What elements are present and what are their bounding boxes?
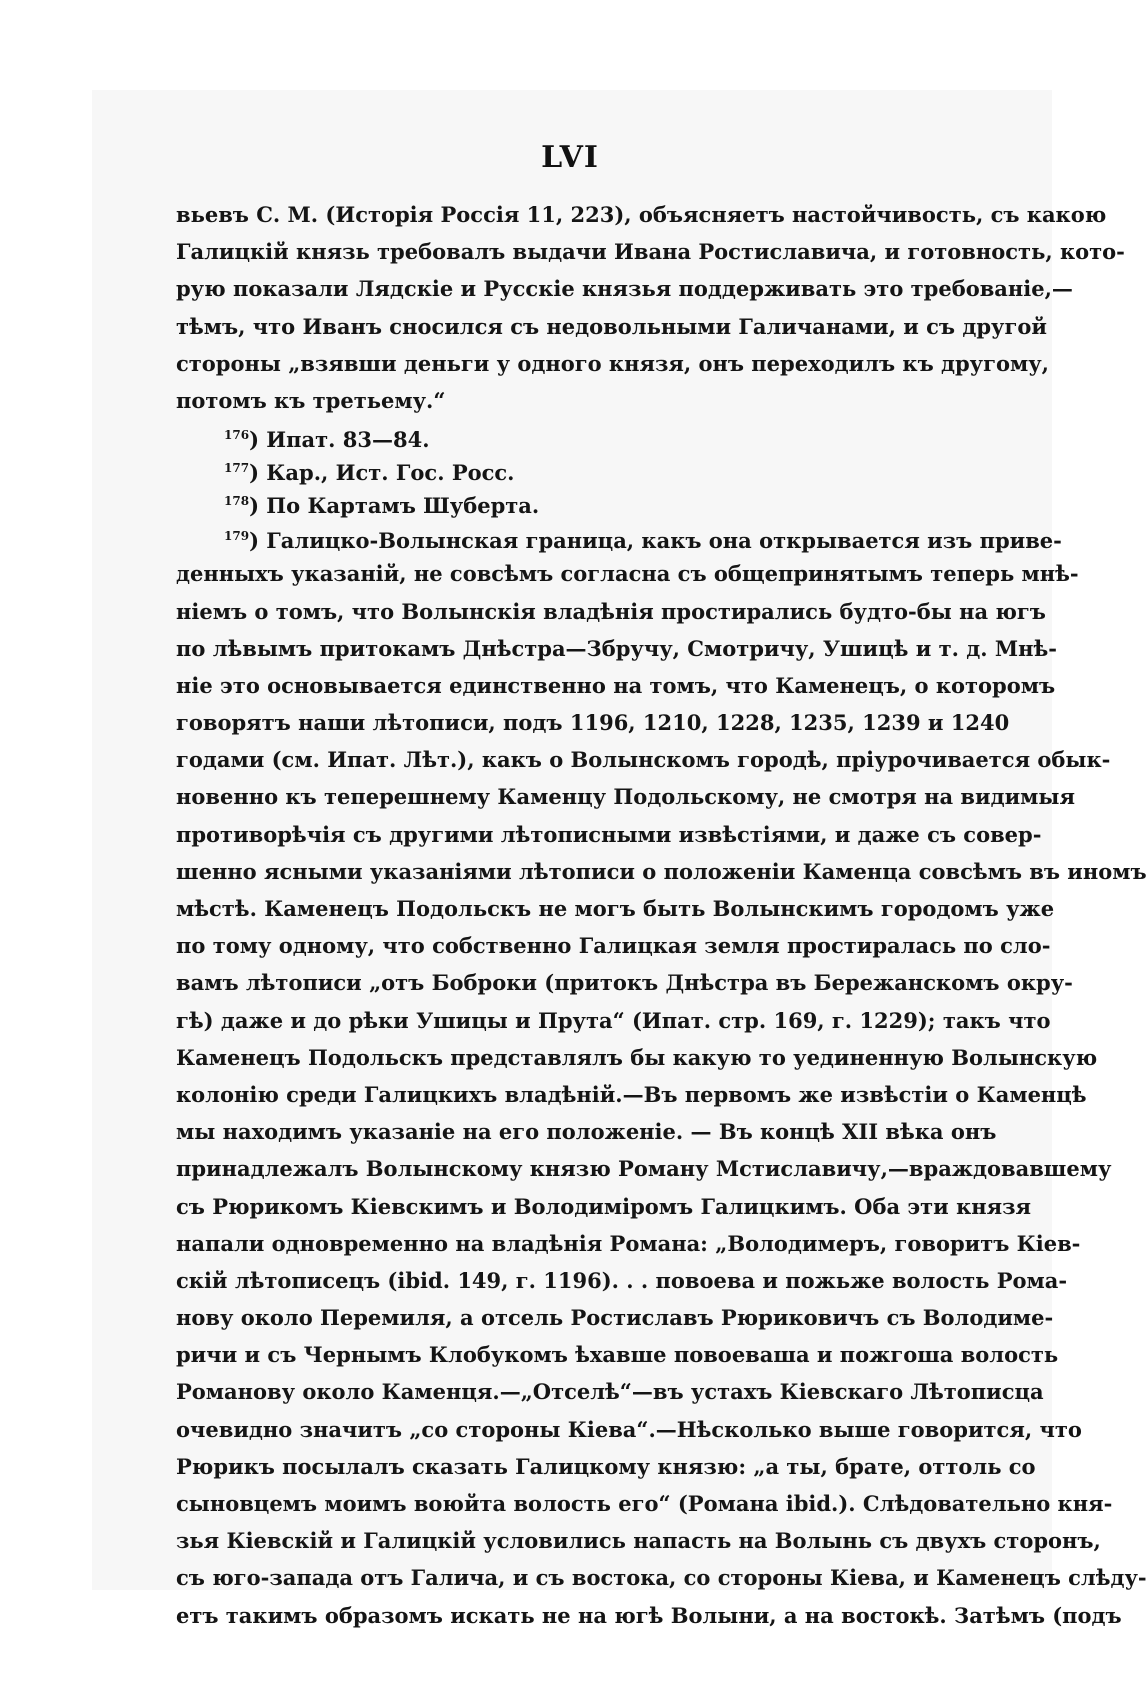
text-line: мы находимъ указаніе на его положеніе. — Въ концѣ XII вѣка онъ	[176, 1119, 997, 1145]
page-body	[176, 196, 1147, 1634]
footnote	[176, 485, 956, 518]
text-line: годами (см. Ипат. Лѣт.), какъ о Волынскомъ городѣ, пріурочивается обык-	[176, 747, 1111, 773]
footnote-marker: 177	[224, 461, 250, 476]
footnote	[176, 419, 956, 452]
text-line: мѣстѣ. Каменецъ Подольскъ не могъ быть Волынскимъ городомъ уже	[176, 896, 1055, 921]
text-line: скій лѣтописецъ (ibid. 149, г. 1196). . . повоева и пожьже волость Рома-	[176, 1267, 1068, 1293]
text-line: денныхъ указаній, не совсѣмъ согласна съ общепринятымъ теперь мнѣ-	[176, 561, 1079, 587]
text-line: нову около Перемиля, а отсель Ростиславъ Рюриковичъ съ Володиме-	[176, 1305, 1054, 1331]
footnote	[176, 452, 956, 485]
footnote-marker: 176	[224, 428, 250, 443]
text-line: вамъ лѣтописи „отъ Боброки (притокъ Днѣстра въ Бережанскомъ окру-	[176, 970, 1073, 996]
footnote-marker: 178	[224, 494, 250, 509]
page-number: LVI	[541, 140, 599, 175]
text-line: тѣмъ, что Иванъ сносился съ недовольными Галичанами, и съ другой	[176, 313, 1047, 339]
footnote-text: ) Кар., Ист. Гос. Росс.	[249, 460, 515, 486]
footnote-text: ) Ипат. 83—84.	[249, 427, 430, 453]
text-line: ніемъ о томъ, что Волынскія владѣнія простирались будто-бы на югъ	[176, 598, 1046, 624]
text-line: по лѣвымъ притокамъ Днѣстра—Збручу, Смотричу, Ушицѣ и т. д. Мнѣ-	[176, 635, 1057, 661]
text-line: гѣ) даже и до рѣки Ушицы и Прута“ (Ипат. стр. 169, г. 1229); такъ что	[176, 1007, 1051, 1033]
text-line: по тому одному, что собственно Галицкая земля простиралась по сло-	[176, 933, 1051, 959]
text-line: ніе это основывается единственно на томъ, что Каменецъ, о которомъ	[176, 672, 1056, 698]
text-line: ричи и съ Чернымъ Клобукомъ ѣхавше повоеваша и пожгоша волость	[176, 1342, 1059, 1368]
text-line: съ Рюрикомъ Кіевскимъ и Володиміромъ Галицкимъ. Оба эти князя	[176, 1193, 1032, 1219]
text-line: сыновцемъ моимъ воюйта волость его“ (Романа ibid.). Слѣдовательно кня-	[176, 1491, 1113, 1516]
text-line: съ юго-запада отъ Галича, и съ востока, со стороны Кіева, и Каменецъ слѣду-	[176, 1565, 1147, 1591]
text-line: $^{179}$) Галицко-Волынская граница, какъ она открывается изъ приве-	[224, 528, 1062, 554]
text-line: потомъ къ третьему.“	[176, 387, 446, 413]
text-line: рую показали Лядскіе и Русскіе князья поддерживать это требованіе,—	[176, 276, 1073, 302]
footnote-marker: 179	[224, 529, 250, 544]
text-line: стороны „взявши деньги у одного князя, онъ переходилъ къ другому,	[176, 350, 1049, 376]
text-line: Рюрикъ посылалъ сказать Галицкому князю: „а ты, брате, оттоль со	[176, 1453, 1036, 1479]
footnote-text: ) По Картамъ Шуберта.	[249, 493, 540, 519]
text-line: вьевъ С. М. (Исторія Россія 11, 223), объясняетъ настойчивость, съ какою	[176, 202, 1107, 227]
text-line: напали одновременно на владѣнія Романа: „Володимеръ, говоритъ Кіев-	[176, 1230, 1081, 1256]
text-line: зья Кіевскій и Галицкій условились напасть на Волынь съ двухъ сторонъ,	[176, 1528, 1101, 1554]
text-line: етъ такимъ образомъ искать не на югѣ Волыни, а на востокѣ. Затѣмъ (подъ	[176, 1602, 1122, 1628]
text-line: Романову около Каменця.—„Отселѣ“—въ устахъ Кіевскаго Лѣтописца	[176, 1379, 1044, 1405]
text-line: Галицкій князь требовалъ выдачи Ивана Ростиславича, и готовность, кото-	[176, 239, 1125, 265]
text-line: очевидно значитъ „со стороны Кіева“.—Нѣсколько выше говорится, что	[176, 1416, 1082, 1442]
text-line: говорятъ наши лѣтописи, подъ 1196, 1210, 1228, 1235, 1239 и 1240	[176, 710, 1010, 736]
text-line: шенно ясными указаніями лѣтописи о положеніи Каменца совсѣмъ въ иномъ	[176, 858, 1147, 884]
text-line: Каменецъ Подольскъ представлялъ бы какую то уединенную Волынскую	[176, 1044, 1098, 1070]
text-line: принадлежалъ Волынскому князю Роману Мстиславичу,—враждовавшему	[176, 1156, 1112, 1182]
text-line: противорѣчія съ другими лѣтописными извѣстіями, и даже съ совер-	[176, 821, 1042, 847]
text-line: новенно къ теперешнему Каменцу Подольскому, не смотря на видимыя	[176, 784, 1075, 810]
text-line: колонію среди Галицкихъ владѣній.—Въ первомъ же извѣстіи о Каменцѣ	[176, 1081, 1087, 1107]
